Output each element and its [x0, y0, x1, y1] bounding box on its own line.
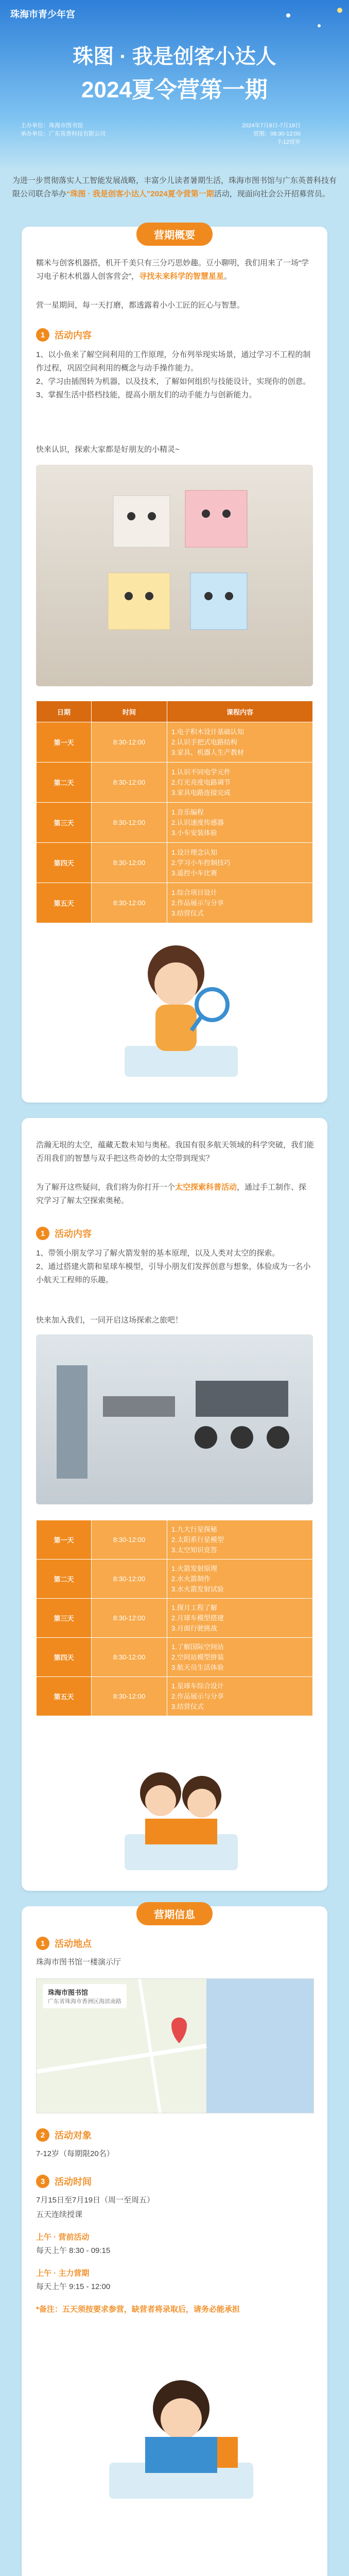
banner-schedule-info: 2024年7月8日-7月19日 营期：08:30-12:00 7-12周岁	[242, 123, 301, 145]
schedule-table-1	[36, 701, 313, 923]
section-title-pill: 营期概要	[136, 223, 213, 246]
banner-organizer-info: 主办单位：珠海市图书馆 承办单位：广东英普科技有限公司	[21, 123, 106, 137]
girl-reading-illustration	[104, 2360, 258, 2514]
content-note: 快来加入我们，一同开启这场探索之旅吧！	[36, 1316, 183, 1325]
brand-logo-text: 珠海市青少年宫	[10, 9, 75, 20]
list-item: 1、以小鱼来了解空间利用的工作原理，分布列举现实场景，通过学习不工程的制作过程，巩固空间利用的概念与动手操作能力。	[36, 350, 311, 372]
section-title-pill: 营期信息	[136, 1902, 213, 1925]
summary-paragraph-2: 营一星期间，每一天打磨，都透露着小小工匠的匠心与智慧。	[36, 301, 245, 310]
audience-text: 7-12岁（每期限20名）	[36, 2149, 114, 2158]
location-text: 珠海市图书馆一楼演示厅	[36, 1958, 121, 1967]
robot-photo-icon	[36, 465, 313, 686]
summary-paragraph: 糯米与创客机器搭，机开千美只有三分巧思妙趣。豆小聊明，我们用来了一场“学习电子积木机器人创客营会”，寻找未来科学的智慧星星。	[36, 259, 309, 281]
girl-magnifier-illustration	[125, 927, 238, 1092]
space-intro-paragraph-2: 为了解开这些疑问，我们将为你打开一个太空探索科普活动，通过手工制作、探究学习了解太空探索奥秘。	[36, 1183, 307, 1205]
am-session-time: 每天上午 8:30 - 09:15	[36, 2246, 111, 2255]
star-decoration-icon	[268, 0, 349, 41]
section-heading-content: 1 活动内容	[36, 1226, 92, 1241]
content-note: 快来认识，探索大家都是好朋友的小精灵~	[36, 445, 180, 454]
tuition-text: 五天连续授课	[36, 2210, 83, 2219]
header-banner	[0, 0, 349, 170]
note-text: *备注：五天须按要求参营，缺营者将录取后，请务必能承担	[36, 2305, 240, 2314]
section-heading-content: 1 活动内容	[36, 328, 92, 342]
table-row: 第四天 8:30-12:00 1.了解国际空间站 2.空间站模型拼装 3.航天员生活体验	[37, 1638, 313, 1677]
list-item: 1、带领小朋友学习了解火箭发射的基本原理，以及人类对太空的探索。	[36, 1249, 280, 1258]
am-session-title: 上午 · 营前活动	[36, 2233, 90, 2242]
space-models-photo	[36, 1334, 313, 1504]
schedule-table-2	[36, 1520, 313, 1716]
robot-boxes-photo	[36, 465, 313, 686]
section-heading-audience: 2 活动对象	[36, 2128, 92, 2142]
intro-paragraph: 为进一步贯彻落实人工智能发展战略，丰富少儿读者暑期生活，珠海市图书馆与广东英普科技有限公司联合举办“珠图 · 我是创客小达人”2024夏令营第一期活动，现面向社会公开招募营员。	[12, 176, 337, 198]
section-heading-location: 1 活动地点	[36, 1936, 92, 1951]
table-row: 第一天 8:30-12:00 1.九大行星探秘 2.太阳系行星模型 3.太空知识竞答	[37, 1520, 313, 1560]
map-place-label: 珠海市图书馆 广东省珠海市香洲区海滨南路	[43, 1984, 127, 2008]
location-map[interactable]	[36, 1978, 314, 2113]
kids-reading-illustration	[114, 1747, 248, 1880]
content-list	[36, 1247, 314, 1287]
camp-summary-card	[22, 227, 327, 1103]
space-camp-card	[22, 1118, 327, 1891]
banner-title-line2: 2024夏令营第一期	[81, 77, 268, 103]
date-text: 7月15日至7月19日（周一至周五）	[36, 2196, 155, 2205]
table-row: 第四天 8:30-12:00 1.设计理念认知 2.学习小车控制技巧 3.遥控小车比赛	[37, 843, 313, 883]
main-session-title: 上午 · 主力营期	[36, 2269, 90, 2278]
table-row: 第三天 8:30-12:00 1.探月工程了解 2.月球车模型搭建 3.月面行驶挑战	[37, 1599, 313, 1638]
camp-info-card	[22, 1906, 327, 2576]
list-item: 2、通过搭建火箭和星球车模型，引导小朋友们发挥创意与想象，体验成为一名小小航天工程师的乐趣。	[36, 1262, 311, 1284]
table-row: 第二天 8:30-12:00 1.认识不同电学元件 2.灯光亮度电路调节 3.家具电路连接完成	[37, 762, 313, 803]
space-intro-paragraph: 浩瀚无垠的太空，蕴藏无数未知与奥秘。我国有很多航天领域的科学突破，我们能否用我们的智慧与双手把这些奇妙的太空带到现实？	[36, 1141, 315, 1163]
table-header-row: 日期 时间 课程内容	[37, 701, 313, 722]
table-row: 第一天 8:30-12:00 1.电子积木设计基础认知 2.认识手把式电路结构 3.家具、机器人生产教材	[37, 722, 313, 762]
list-item: 2、学习由插图转为机器，以及技术，了解如何组织与技能设计，实现你的创意。	[36, 377, 311, 386]
content-list	[36, 348, 314, 402]
rover-model-icon	[36, 1334, 313, 1504]
banner-title-line1: 珠图 · 我是创客小达人	[73, 45, 276, 68]
table-row: 第五天 8:30-12:00 1.星球车综合设计 2.作品展示与分享 3.结营仪式	[37, 1677, 313, 1716]
table-row: 第三天 8:30-12:00 1.音乐编程 2.认识速度传感器 3.小车安装体验	[37, 803, 313, 843]
table-row: 第五天 8:30-12:00 1.综合项目设计 2.作品展示与分享 3.结营仪式	[37, 883, 313, 923]
table-row: 第二天 8:30-12:00 1.火箭发射原理 2.水火箭制作 3.水火箭发射试验	[37, 1560, 313, 1599]
list-item: 3、掌握生活中搭档技能，提高小朋友们的动手能力与创新能力。	[36, 391, 257, 399]
section-heading-time: 3 活动时间	[36, 2174, 92, 2189]
main-session-time: 每天上午 9:15 - 12:00	[36, 2282, 111, 2291]
